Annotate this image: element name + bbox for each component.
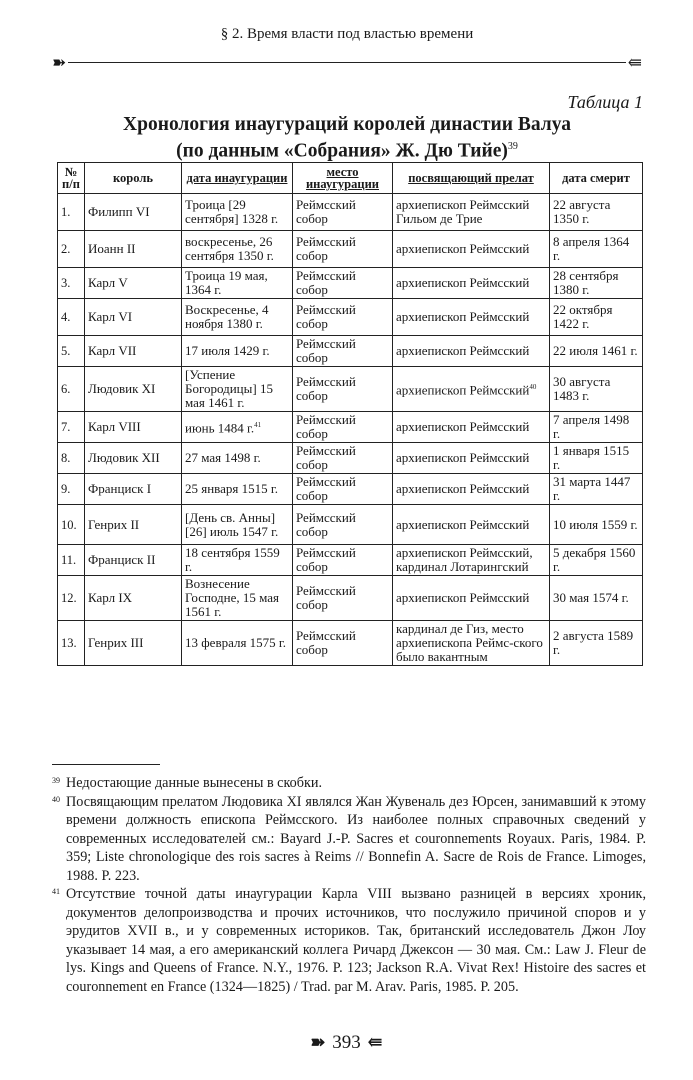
death-date-cell [550,505,643,545]
table-row [58,474,643,505]
row-number: 9. [61,482,71,496]
row-number: 5. [61,344,71,358]
page-ornament-right-icon: ⇚ [367,1032,383,1052]
row-number-cell [58,576,85,621]
table-row [58,268,643,299]
consecrating-prelate: архиепископ Реймсский [396,382,530,398]
consecrating-prelate: архиепископ Реймсский [396,516,530,532]
king-name: Генрих III [88,635,144,650]
col-header-number: № п/п [58,163,85,194]
table-title-line2-wrap [52,136,642,163]
inauguration-date: Троица [29 сентября] 1328 г. [185,197,279,226]
inauguration-place-cell [293,367,393,412]
col-header-date: дата инаугурации [182,163,293,194]
table-body [58,194,643,666]
inauguration-date-cell [182,576,293,621]
king-name: Карл V [88,275,128,290]
row-number: 7. [61,420,71,434]
running-header [52,20,642,72]
inauguration-date: 27 мая 1498 г. [185,450,261,465]
page-number: 393 [332,1032,361,1053]
inauguration-date-cell [182,412,293,443]
death-date-cell [550,336,643,367]
table-title-footnote-ref: 39 [507,141,518,152]
inauguration-place: Реймсский собор [296,583,356,612]
king-name: Франциск I [88,481,152,496]
death-date: 22 августа 1350 г. [553,197,611,226]
death-date-cell [550,367,643,412]
inauguration-date-cell [182,194,293,231]
row-number: 1. [61,205,71,219]
death-date-cell [550,231,643,268]
row-number-cell [58,336,85,367]
footnote-ref: 40 [529,383,537,392]
king-name-cell [85,474,182,505]
death-date: 28 сентября 1380 г. [553,268,619,297]
inauguration-place: Реймсский собор [296,302,356,331]
inauguration-place-cell [293,545,393,576]
inauguration-date-cell [182,505,293,545]
death-date: 2 августа 1589 г. [553,628,634,657]
king-name-cell [85,621,182,666]
inauguration-place: Реймсский собор [296,628,356,657]
footnote-41 [52,885,646,996]
king-name: Карл IX [88,590,133,605]
row-number-cell [58,621,85,666]
consecrating-prelate: архиепископ Реймсский [396,241,530,256]
consecrating-prelate-cell [393,545,550,576]
row-number-cell [58,367,85,412]
table-title-line2: (по данным «Собрания» Ж. Дю Тийе) [176,140,508,162]
table-row [58,621,643,666]
table-row [58,299,643,336]
consecrating-prelate-cell [393,336,550,367]
footnote-number: 40 [52,794,60,804]
consecrating-prelate-cell [393,412,550,443]
death-date: 10 июля 1559 г. [553,516,638,532]
footnote-ref: 41 [254,421,262,430]
death-date-cell [550,576,643,621]
inauguration-date-cell [182,336,293,367]
death-date-cell [550,621,643,666]
row-number-cell [58,505,85,545]
table-row [58,576,643,621]
consecrating-prelate: архиепископ Реймсский Гильом де Трие [396,197,530,226]
table-label: Таблица 1 [567,92,643,112]
consecrating-prelate: архиепископ Реймсский [396,419,530,434]
inauguration-place-cell [293,336,393,367]
king-name-cell [85,505,182,545]
death-date-cell [550,299,643,336]
page-ornament-left-icon: ➽ [310,1032,326,1052]
table-title-line1: Хронология инаугураций королей династии Валуа [123,114,571,135]
row-number: 8. [61,451,71,465]
death-date: 7 апреля 1498 г. [553,412,630,441]
king-name-cell [85,443,182,474]
inauguration-place-cell [293,443,393,474]
row-number: 6. [61,382,71,396]
table-row [58,505,643,545]
inauguration-date-cell [182,367,293,412]
consecrating-prelate: архиепископ Реймсский, кардинал Лотарингский [396,545,533,574]
inauguration-date-cell [182,545,293,576]
inauguration-place-cell [293,621,393,666]
death-date: 22 июля 1461 г. [553,343,638,358]
row-number: 4. [61,310,71,324]
inauguration-date: 17 июля 1429 г. [185,343,270,358]
inauguration-place-cell [293,412,393,443]
table-title [52,114,642,163]
row-number-cell [58,474,85,505]
page-number-block [0,1032,693,1054]
table-row [58,412,643,443]
inauguration-place: Реймсский собор [296,545,356,574]
king-name-cell [85,412,182,443]
death-date-cell [550,474,643,505]
inauguration-place-cell [293,194,393,231]
inauguration-place: Реймсский собор [296,412,356,441]
king-name: Людовик XI [88,381,156,396]
inauguration-place: Реймсский собор [296,234,356,263]
row-number-cell [58,194,85,231]
col-header-place: место инаугурации [293,163,393,194]
consecrating-prelate: архиепископ Реймсский [396,275,530,290]
inauguration-place: Реймсский собор [296,374,356,403]
inauguration-place: Реймсский собор [296,509,356,539]
death-date-cell [550,412,643,443]
inauguration-date: [День св. Анны] [26] июль 1547 г. [185,509,279,539]
consecrating-prelate-cell [393,621,550,666]
inauguration-place: Реймсский собор [296,443,356,472]
consecrating-prelate-cell [393,505,550,545]
row-number-cell [58,299,85,336]
table-row [58,231,643,268]
consecrating-prelate-cell [393,576,550,621]
inauguration-date: Троица 19 мая, 1364 г. [185,268,268,297]
row-number-cell [58,268,85,299]
death-date-cell [550,545,643,576]
footnote-number: 41 [52,887,60,896]
inauguration-place: Реймсский собор [296,336,356,365]
death-date-cell [550,194,643,231]
table-header-row [58,163,643,194]
inauguration-place-cell [293,474,393,505]
row-number: 11. [61,553,77,567]
consecrating-prelate: архиепископ Реймсский [396,590,530,605]
inauguration-date-cell [182,621,293,666]
running-title: § 2. Время власти под властью времени [220,26,474,42]
death-date: 1 января 1515 г. [553,443,630,472]
inauguration-place-cell [293,576,393,621]
inauguration-date: воскресенье, 26 сентября 1350 г. [185,234,274,263]
king-name-cell [85,299,182,336]
inauguration-date: 18 сентября 1559 г. [185,545,280,574]
ornament-arrow-right-icon: ⇚ [627,53,642,72]
king-name-cell [85,545,182,576]
table-row [58,336,643,367]
inauguration-date-cell [182,268,293,299]
consecrating-prelate-cell [393,194,550,231]
inauguration-date: Воскресенье, 4 ноября 1380 г. [185,302,269,331]
ornament-arrow-left-icon: ➽ [52,53,67,72]
chronology-table [57,162,643,666]
king-name: Карл VII [88,343,137,358]
inauguration-place-cell [293,268,393,299]
death-date: 8 апреля 1364 г. [553,234,630,263]
consecrating-prelate-cell [393,474,550,505]
inauguration-place-cell [293,505,393,545]
inauguration-date: [Успение Богородицы] 15 мая 1461 г. [185,367,273,410]
consecrating-prelate-cell [393,299,550,336]
row-number-cell [58,545,85,576]
king-name-cell [85,231,182,268]
inauguration-date-cell [182,474,293,505]
header-rule [68,62,626,63]
inauguration-date: 25 января 1515 г. [185,481,279,496]
consecrating-prelate: архиепископ Реймсский [396,481,530,496]
consecrating-prelate-cell [393,367,550,412]
footnote-39 [52,774,646,793]
footnote-rule [52,764,160,765]
consecrating-prelate-cell [393,443,550,474]
death-date: 5 декабря 1560 г. [553,545,636,574]
consecrating-prelate: архиепископ Реймсский [396,450,530,465]
king-name-cell [85,336,182,367]
inauguration-place-cell [293,299,393,336]
inauguration-date-cell [182,299,293,336]
footnote-40 [52,793,646,886]
death-date: 22 октября 1422 г. [553,302,613,331]
table-row [58,194,643,231]
king-name: Филипп VI [88,204,150,219]
king-name: Людовик XII [88,450,160,465]
row-number-cell [58,412,85,443]
col-header-king: король [85,163,182,194]
consecrating-prelate-cell [393,231,550,268]
table-row [58,443,643,474]
inauguration-date: Вознесение Господне, 15 мая 1561 г. [185,576,280,619]
death-date-cell [550,268,643,299]
death-date: 30 мая 1574 г. [553,590,629,605]
inauguration-date-cell [182,443,293,474]
inauguration-date: 13 февраля 1575 г. [185,635,287,650]
row-number: 3. [61,276,71,290]
col-header-death: дата смерит [550,163,643,194]
footnote-text: Посвящающим прелатом Людовика XI являлся Жан Жувеналь дез Юрсен, занимавший к этому времени должность епископа Реймсского. Из наиболее полных справочных сведений у современных исследователей см.: Bayard J.-P. Sacres et couronnements Royaux. Paris, 1984. P. 359; Liste chronologique des rois sacres à Reims // Bonnefin A. Sacre de Rois de France. Limoges, 1988. P. 223. [66,793,646,884]
king-name: Карл VIII [88,419,141,434]
king-name: Франциск II [88,552,156,567]
table-row [58,367,643,412]
row-number: 12. [61,591,77,605]
king-name-cell [85,194,182,231]
death-date: 31 марта 1447 г. [553,474,631,503]
inauguration-date: июнь 1484 г. [185,420,255,436]
footnote-text: Недостающие данные вынесены в скобки. [66,775,322,791]
footnote-text: Отсутствие точной даты инаугурации Карла VIII вызвано разницей в версиях хроник, документов делопроизводства и прочих источников, что послужило причиной споров и у эрудитов XVII в., и у современных историков. Так, британский исследователь Джон Лоу указывает 14 мая, а его американский коллега Ричард Джексон — 30 мая. См.: Law J. Fleur de lys. Kings and Queens of France. N.Y., 1976. P. 123; Jackson R.A. Vivat Rex! Histoire des sacres et couronnement en France (1324—1825) / Trad. par M. Arav. Paris, 1985. P. 205. [66,886,646,995]
footnote-number: 39 [52,776,60,785]
king-name: Иоанн II [88,241,136,256]
death-date-cell [550,443,643,474]
table-row [58,545,643,576]
row-number: 13. [61,636,77,650]
king-name: Карл VI [88,309,133,324]
king-name-cell [85,576,182,621]
consecrating-prelate: архиепископ Реймсский [396,343,530,358]
king-name: Генрих II [88,516,140,532]
king-name-cell [85,367,182,412]
inauguration-place: Реймсский собор [296,268,356,297]
row-number-cell [58,231,85,268]
footnotes [52,774,646,996]
inauguration-place: Реймсский собор [296,474,356,503]
row-number: 2. [61,242,71,256]
inauguration-place-cell [293,231,393,268]
col-header-prelate: посвящающий прелат [393,163,550,194]
row-number: 10. [61,517,77,532]
consecrating-prelate: кардинал де Гиз, место архиепископа Реймс-ского было вакантным [396,621,543,664]
row-number-cell [58,443,85,474]
consecrating-prelate: архиепископ Реймсский [396,309,530,324]
inauguration-place: Реймсский собор [296,197,356,226]
death-date: 30 августа 1483 г. [553,374,611,403]
king-name-cell [85,268,182,299]
inauguration-date-cell [182,231,293,268]
consecrating-prelate-cell [393,268,550,299]
